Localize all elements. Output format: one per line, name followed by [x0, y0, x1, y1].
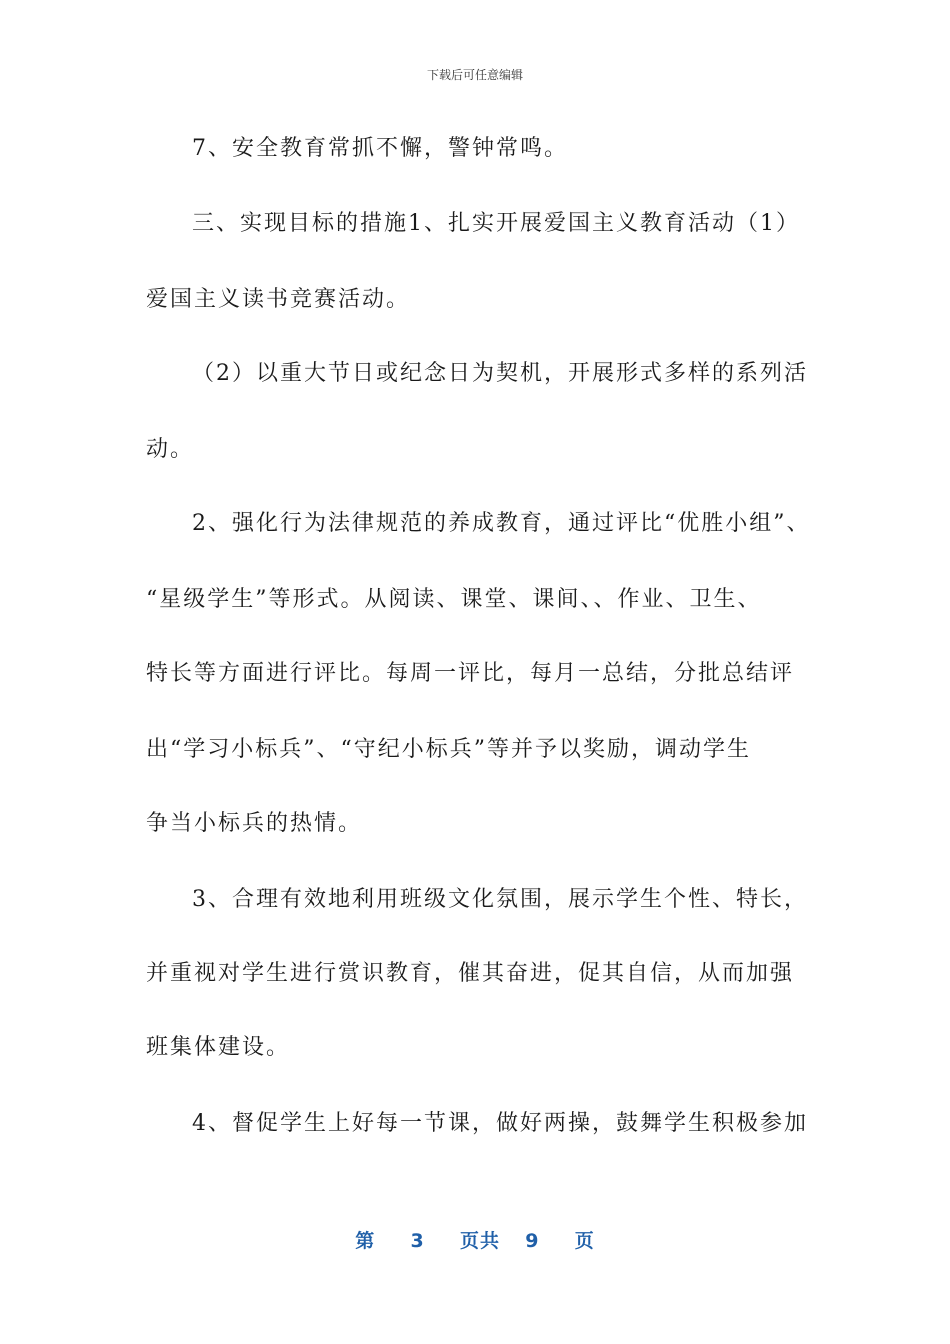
paragraph-line: 3、合理有效地利用班级文化氛围，展示学生个性、特长， [192, 887, 808, 912]
paragraph-line: 动。 [146, 437, 195, 462]
footer-total-pages: 9 [525, 1230, 540, 1252]
footer-label-of: 页共 [459, 1230, 500, 1252]
page-number-footer [0, 1226, 950, 1253]
paragraph-line: 三、实现目标的措施1、扎实开展爱国主义教育活动（1） [192, 211, 800, 236]
paragraph-line: 爱国主义读书竞赛活动。 [146, 287, 411, 312]
paragraph-line: 出“学习小标兵”、“守纪小标兵”等并予以奖励，调动学生 [146, 737, 751, 762]
footer-label-end: 页 [574, 1230, 595, 1252]
paragraph-line: “星级学生”等形式。从阅读、课堂、课间、、作业、卫生、 [146, 587, 762, 612]
paragraph-line: 7、安全教育常抓不懈，警钟常鸣。 [192, 136, 568, 161]
paragraph-line: 争当小标兵的热情。 [146, 811, 363, 836]
paragraph-line: 2、强化行为法律规范的养成教育，通过评比“优胜小组”、 [192, 511, 811, 536]
paragraph-line: 班集体建设。 [146, 1035, 291, 1060]
paragraph-line: 并重视对学生进行赏识教育，催其奋进，促其自信，从而加强 [146, 961, 795, 986]
paragraph-line: （2）以重大节日或纪念日为契机，开展形式多样的系列活 [192, 361, 808, 386]
page-header-note: 下载后可任意编辑 [426, 68, 523, 82]
footer-label-page: 第 [355, 1230, 376, 1252]
paragraph-line: 4、督促学生上好每一节课，做好两操，鼓舞学生积极参加 [192, 1111, 808, 1136]
paragraph-line: 特长等方面进行评比。每周一评比，每月一总结，分批总结评 [146, 661, 795, 686]
footer-current-page: 3 [410, 1230, 425, 1252]
